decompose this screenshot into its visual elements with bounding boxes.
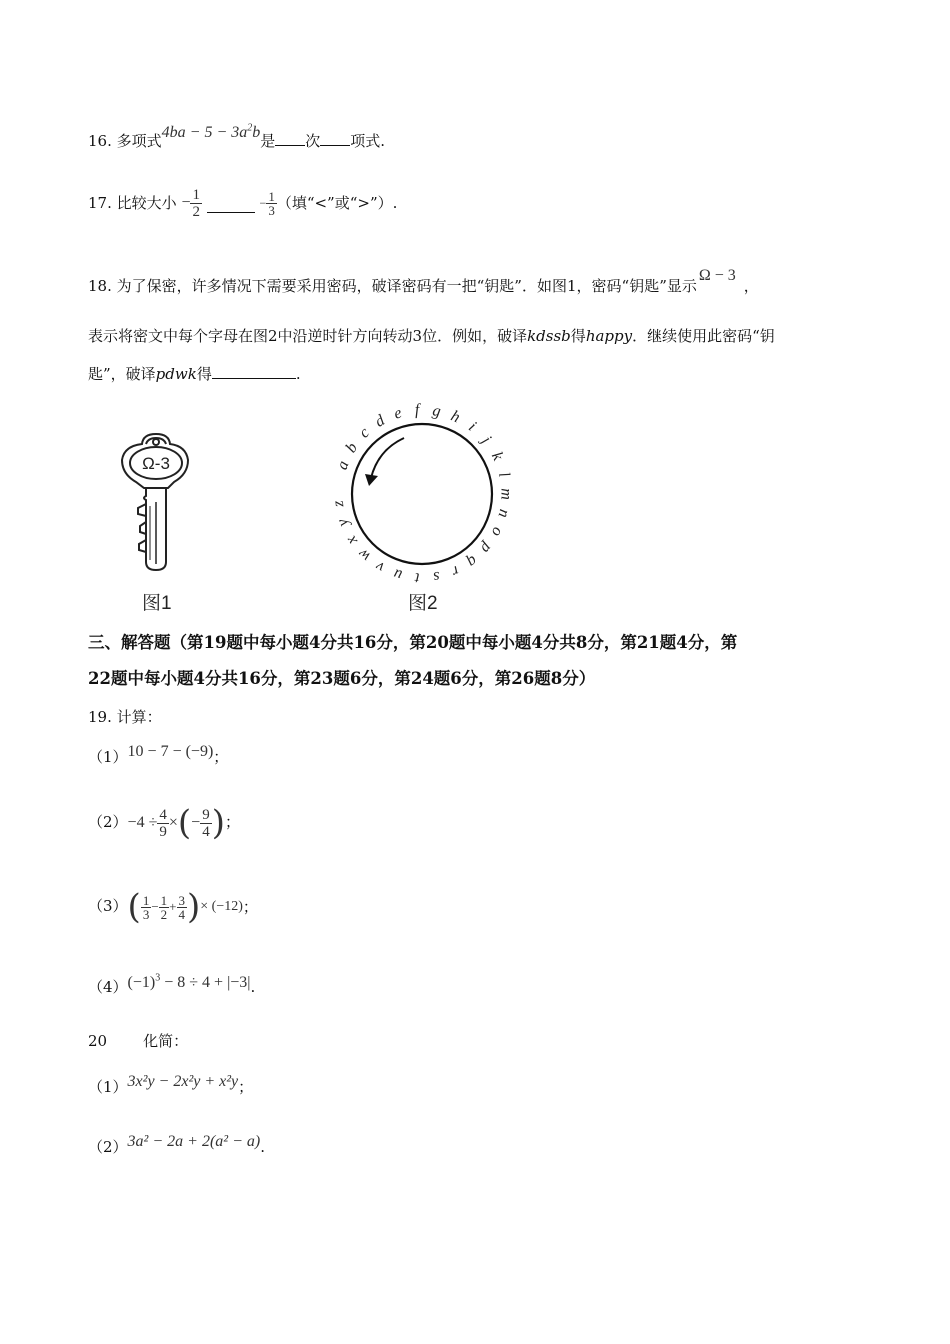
q19-p4-expression [128,974,251,991]
wheel-letter-p: p [477,539,496,557]
q20-p2-label: （2） [88,1138,128,1156]
q18-answer-blank[interactable] [212,364,296,379]
q18-line2-c: ．继续使用此密码“钥 [632,327,775,345]
arrow-head-icon [365,474,378,486]
q19-p3-end: ； [242,898,258,916]
q19-p2-right-paren: ) [211,803,225,843]
wheel-letters [330,401,515,586]
q20-title: 化简： [143,1032,189,1050]
q18-cipher: pdwk [155,365,197,383]
alphabet-wheel-figure [322,398,522,588]
section-3-heading-line-1: 三、解答题（第19题中每小题4分共16分，第20题中每小题4分共8分，第21题4分，第 [88,633,738,652]
q19-part-3 [88,884,258,929]
q19-p3-tail: × (−12) [200,899,243,914]
section-3-heading-line-2: 22题中每小题4分共16分，第23题6分，第24题6分，第26题8分） [88,669,596,688]
q19-p3-fraction-1 [141,894,152,921]
q18-key-expression: Ω − 3 [698,267,736,284]
wheel-letter-c: c [355,424,373,442]
figure-2-caption: 图2 [408,593,438,614]
q18-line1-end: ， [743,277,759,295]
q19-p3-minus: − [151,899,159,914]
q16-prefix: 多项式 [116,132,162,150]
q19-p2-sign: − [191,814,201,831]
question-18-line-2 [88,325,775,347]
q18-line3-end: . [295,365,301,383]
q16-text-is: 是 [260,132,276,150]
q19-p1-expression: 10 − 7 − (−9) [127,743,214,760]
wheel-letter-t: t [414,569,420,587]
q19-p2-fraction-1 [157,807,169,840]
q18-line2-b: 得 [570,327,586,345]
wheel-letter-n: n [494,507,513,520]
q17-suffix: （填“<”或“>”）. [276,194,398,212]
wheel-letter-e: e [392,404,404,423]
q19-p2-f2-den: 4 [202,823,210,840]
q20-title-line [88,1030,188,1052]
wheel-letter-r: r [449,562,462,581]
q19-p3-f1-den: 3 [142,906,150,922]
q19-p3-right-paren: ) [187,887,201,927]
q16-expr-a: 4ba − 5 − 3a [161,124,248,141]
q19-p3-fraction-2 [159,894,170,921]
q19-p3-f3-den: 4 [178,906,185,922]
q19-p1-end: ； [213,748,229,766]
q20-part-2 [88,1133,265,1159]
wheel-letter-z: z [329,499,348,508]
wheel-letter-a: a [333,458,353,472]
wheel-letter-d: d [372,411,388,431]
q18-line3-a: 匙”，破译 [88,365,156,383]
key-label: Ω-3 [142,454,170,473]
figure-1-caption: 图1 [142,593,172,614]
q17-frac2-sign: − [259,196,267,210]
q16-expression [162,124,261,141]
q16-expr-b: b [252,124,261,141]
q17-frac1-num: 1 [192,186,200,203]
q19-p3-plus: + [169,899,177,914]
q19-p2-a: −4 ÷ [127,814,158,831]
q18-example-cipher: kdssb [527,327,571,345]
q17-prefix: 比较大小 [116,194,177,212]
wheel-circle [352,424,492,564]
question-18-line-1 [88,267,759,298]
q16-blank-1[interactable] [275,131,305,146]
q19-part-4 [88,972,256,999]
q18-line1-text: 为了保密，许多情况下需要采用密码，破译密码有一把“钥匙”．如图1，密码“钥匙”显示 [116,277,697,295]
q19-p2-fraction-2 [200,807,212,840]
q17-answer-blank[interactable] [207,198,255,213]
q19-part-1 [88,743,229,769]
q19-p4-label: （4） [88,978,128,996]
q18-example-plain: happy [585,327,633,345]
q19-p3-f2-num: 1 [160,892,168,908]
q16-number: 16. [88,132,112,150]
wheel-letter-o: o [487,524,507,540]
key-figure [112,430,202,580]
q16-text-xiang: 项式. [350,132,386,150]
q20-p2-expression: 3a² − 2a + 2(a² − a) [127,1133,261,1150]
q17-frac1-sign: − [181,194,191,211]
q19-p4-a: (−1) [127,974,156,991]
wheel-letter-x: x [342,532,361,548]
wheel-letter-w: w [354,545,375,565]
wheel-letter-l: l [494,470,513,479]
wheel-letter-h: h [448,407,463,427]
wheel-letter-f: f [414,401,420,419]
q19-p4-sup: 3 [155,972,161,984]
q20-p1-expression: 3x²y − 2x²y + x²y [127,1073,239,1090]
q16-expr-sup: 2 [247,122,253,134]
wheel-letter-v: v [372,557,388,576]
q19-part-2 [88,800,240,845]
q19-p2-f1-den: 9 [159,823,167,840]
q19-p4-b: − 8 ÷ 4 + |−3| [160,974,251,991]
q17-fraction-1 [190,187,202,220]
wheel-letter-j: j [478,432,495,448]
q19-p2-end: ； [224,813,240,831]
q16-blank-2[interactable] [320,131,350,146]
wheel-letter-b: b [342,439,362,456]
q19-p3-f2-den: 2 [160,906,168,922]
q18-line2-a: 表示将密文中每个字母在图2中沿逆时针方向转动3位．例如，破译 [88,327,528,345]
wheel-letter-m: m [497,488,515,500]
q18-number: 18. [88,277,112,295]
q17-frac2-den: 3 [268,202,275,218]
q19-p2-left-paren: ( [177,803,192,843]
question-18-line-3 [88,363,301,385]
q17-frac1-den: 2 [192,203,200,220]
wheel-letter-k: k [487,449,507,464]
q19-p2-label: （2） [88,813,128,831]
q20-p1-end: ； [238,1078,254,1096]
q19-p3-f3-num: 3 [178,892,185,908]
q19-p3-f1-num: 1 [142,892,150,908]
q19-p2-times: × [168,814,178,831]
wheel-letter-y: y [333,516,353,529]
q16-text-ci: 次 [305,132,321,150]
q19-p3-fraction-3 [177,894,188,921]
q19-p3-label: （3） [88,897,128,915]
wheel-letter-g: g [431,402,443,421]
q20-p2-end: . [260,1138,265,1156]
wheel-letter-q: q [463,552,481,571]
question-16 [88,122,386,153]
q18-line3-b: 得 [196,365,212,383]
q17-frac2-num: 1 [268,188,275,204]
q17-number: 17. [88,194,112,212]
q17-fraction-2 [266,190,277,217]
q20-part-1 [88,1073,254,1099]
q19-title: 19. 计算： [88,708,162,726]
counterclockwise-arrow-icon [371,438,404,478]
question-17 [88,180,397,225]
q20-number: 20 [88,1032,108,1050]
q19-p4-end: . [250,978,256,996]
wheel-letter-i: i [465,418,480,435]
q19-p1-label: （1） [88,748,128,766]
q19-p2-f1-num: 4 [159,806,167,823]
q19-p2-f2-num: 9 [202,806,210,823]
wheel-letter-u: u [391,565,405,584]
q19-p3-left-paren: ( [127,887,141,927]
wheel-letter-s: s [432,567,442,586]
q20-p1-label: （1） [88,1078,128,1096]
